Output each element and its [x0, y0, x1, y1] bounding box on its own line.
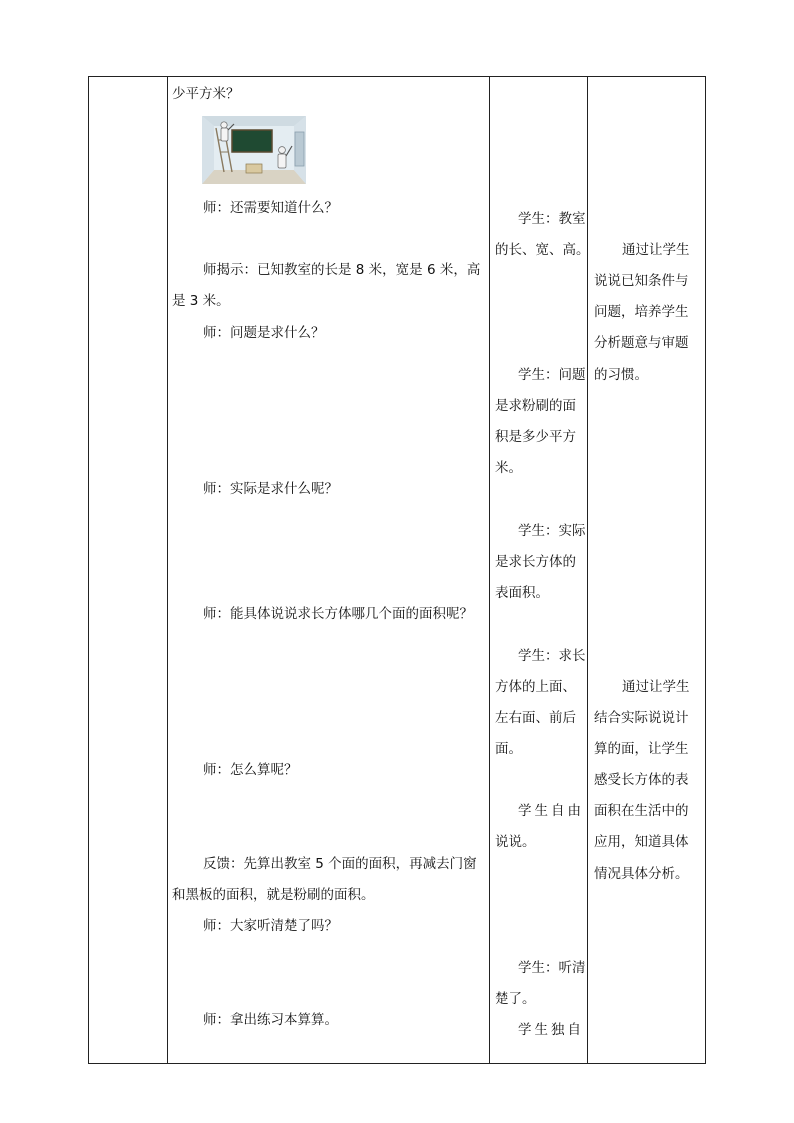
teacher-feedback-line-2: 和黑板的面积，就是粉刷的面积。: [172, 887, 375, 903]
column-divider-2: [489, 77, 490, 1063]
design-intent-line: 应用，知道具体: [594, 834, 689, 850]
student-answer-line: 的长、宽、高。: [495, 242, 590, 258]
student-answer-line: 是求长方体的: [495, 554, 576, 570]
design-intent-line: 面积在生活中的: [594, 803, 689, 819]
student-answer-line: 面。: [495, 741, 522, 757]
student-answer-line: 积是多少平方: [495, 429, 576, 445]
teacher-reveal-line-1: 师揭示：已知教室的长是 8 米，宽是 6 米，高: [203, 262, 481, 278]
teacher-feedback-line-1: 反馈：先算出教室 5 个面的面积，再减去门窗: [203, 856, 477, 872]
teacher-question: 师：拿出练习本算算。: [203, 1012, 338, 1028]
teacher-question: 师：问题是求什么？: [203, 325, 325, 341]
design-intent-line: 的习惯。: [594, 367, 648, 383]
column-divider-3: [587, 77, 588, 1063]
student-answer-line: 左右面、前后: [495, 710, 576, 726]
student-answer-line: 方体的上面、: [495, 679, 576, 695]
student-answer-line: 学生：问题: [518, 367, 586, 383]
design-intent-line: 结合实际说说计: [594, 710, 689, 726]
teacher-question: 师：大家听清楚了吗？: [203, 918, 338, 934]
classroom-painting-illustration: [202, 116, 306, 184]
student-answer-line: 学生：教室: [518, 211, 586, 227]
student-answer-line: 学生自由: [518, 803, 584, 819]
student-answer-line: 是求粉刷的面: [495, 398, 576, 414]
student-answer-line: 楚了。: [495, 991, 536, 1007]
student-answer-line: 表面积。: [495, 585, 549, 601]
lesson-table: [88, 76, 706, 1064]
student-answer-line: 说说。: [495, 834, 536, 850]
student-answer-line: 学生：听清: [518, 960, 586, 976]
teacher-question: 师：实际是求什么呢？: [203, 481, 338, 497]
teacher-question: 师：能具体说说求长方体哪几个面的面积呢？: [203, 606, 473, 622]
teacher-reveal-line-2: 是 3 米。: [172, 293, 230, 309]
design-intent-line: 情况具体分析。: [594, 866, 689, 882]
design-intent-line: 感受长方体的表: [594, 772, 689, 788]
design-intent-line: 说说已知条件与: [594, 273, 689, 289]
design-intent-line: 分析题意与审题: [594, 335, 689, 351]
design-intent-line: 问题，培养学生: [594, 304, 689, 320]
student-answer-line: 米。: [495, 460, 522, 476]
column-divider-1: [167, 77, 168, 1063]
design-intent-line: 通过让学生: [622, 679, 690, 695]
design-intent-line: 通过让学生: [622, 242, 690, 258]
teacher-question: 师：怎么算呢？: [203, 762, 298, 778]
student-answer-line: 学生：求长: [518, 648, 586, 664]
teacher-text-line: 少平方米？: [172, 86, 240, 102]
teacher-question: 师：还需要知道什么？: [203, 200, 338, 216]
student-answer-line: 学生独自: [518, 1022, 584, 1038]
student-answer-line: 学生：实际: [518, 523, 586, 539]
design-intent-line: 算的面，让学生: [594, 741, 689, 757]
